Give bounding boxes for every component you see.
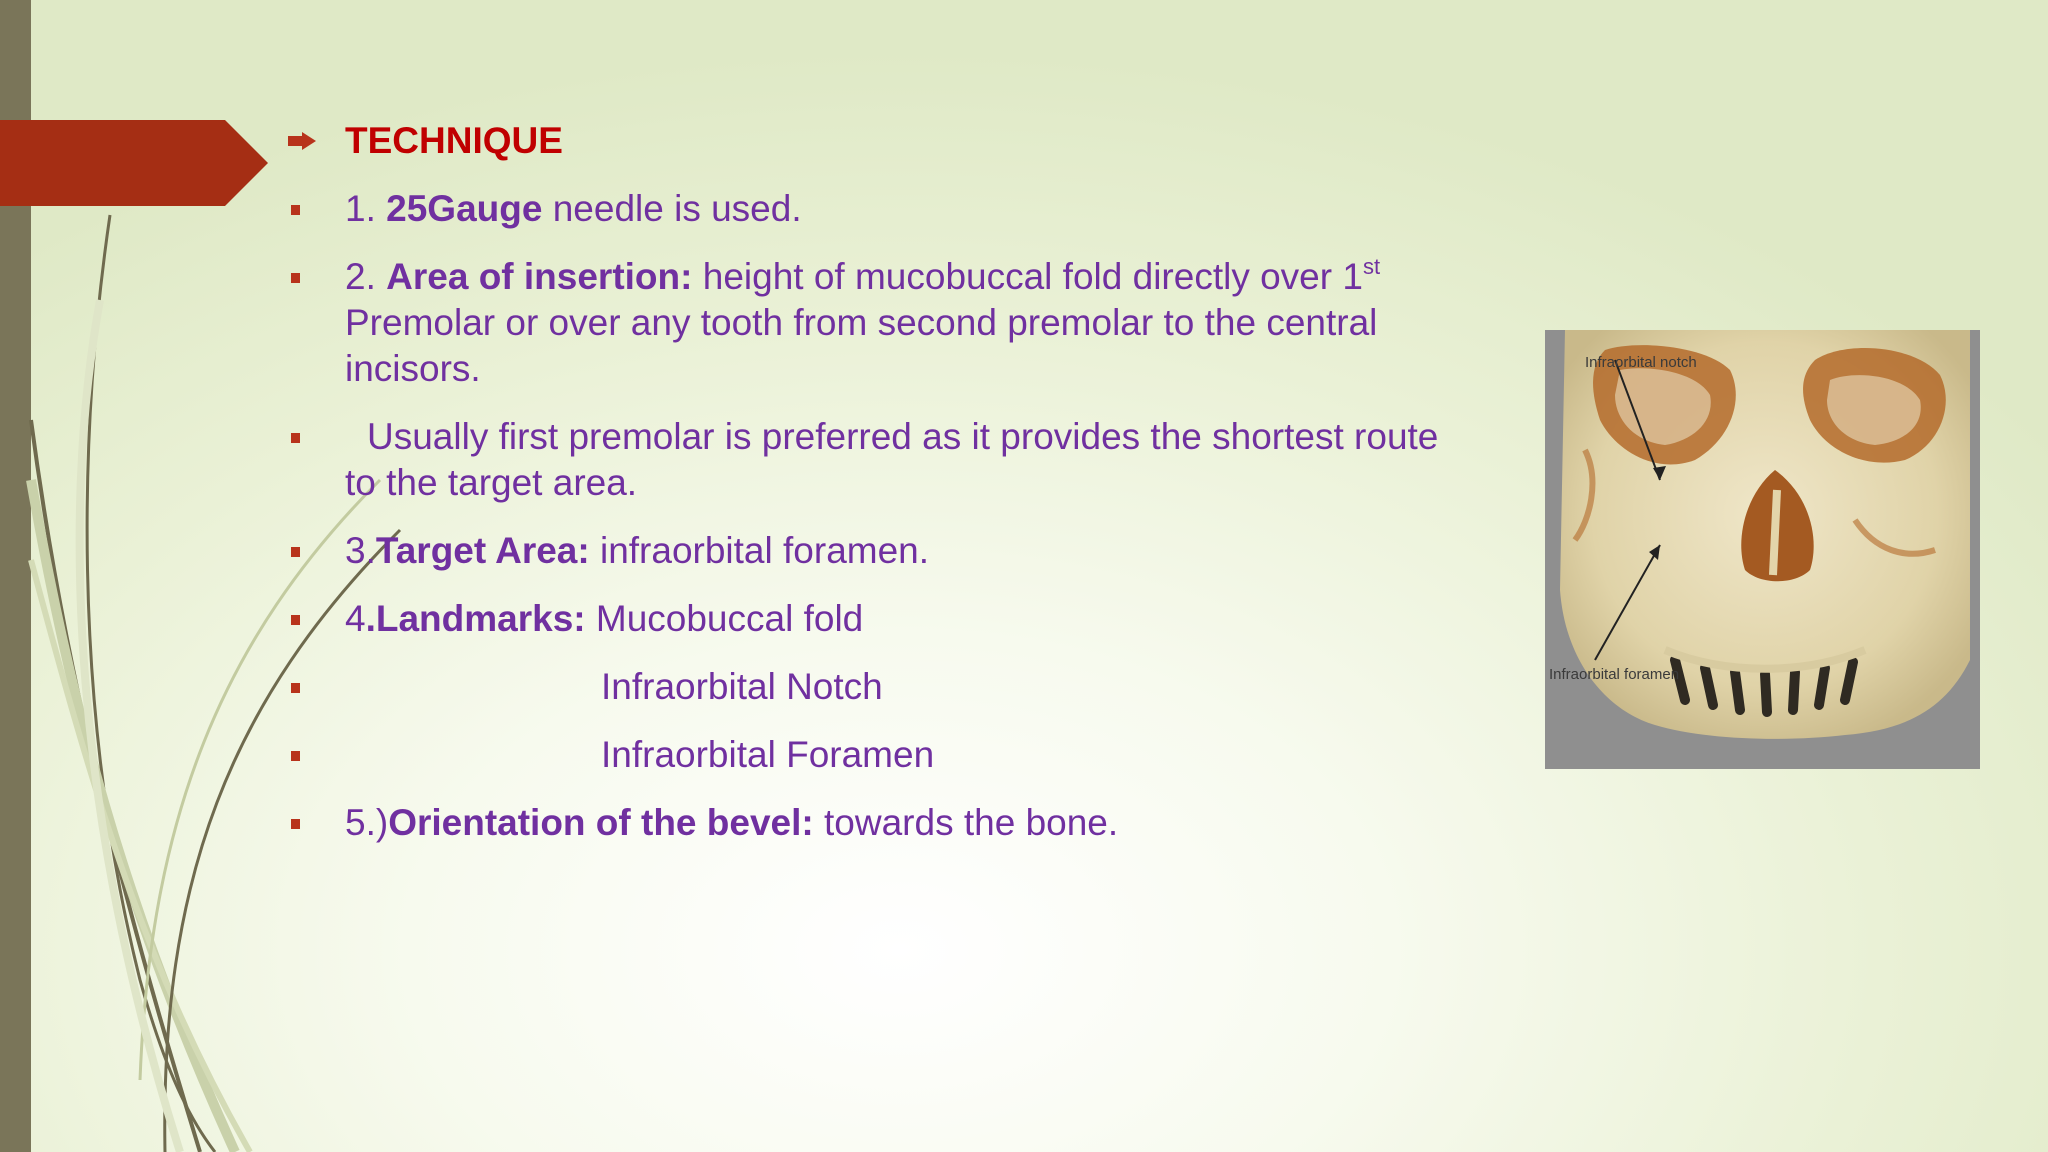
square-bullet-icon (291, 683, 300, 693)
bullet-item: Infraorbital Notch (283, 664, 1483, 710)
square-bullet-icon (291, 547, 300, 557)
bullet-item: Infraorbital Foramen (283, 732, 1483, 778)
square-bullet-icon (291, 751, 300, 761)
arrow-bullet-icon (288, 132, 316, 150)
slide-content (283, 118, 1483, 868)
heading-row (283, 118, 1483, 164)
bullet-item: 3.Target Area: infraorbital foramen. (283, 528, 1483, 574)
square-bullet-icon (291, 819, 300, 829)
skull-illustration (1545, 330, 1980, 769)
bullet-item: Usually first premolar is preferred as it provides the shortest route to the target area. (283, 414, 1483, 506)
square-bullet-icon (291, 205, 300, 215)
bullet-item: 2. Area of insertion: height of mucobuccal fold directly over 1st Premolar or over any tooth from second premolar to the central incisors. (283, 254, 1483, 392)
square-bullet-icon (291, 615, 300, 625)
bullet-item: 1. 25Gauge needle is used. (283, 186, 1483, 232)
bullet-item: 5.)Orientation of the bevel: towards the bone. (283, 800, 1483, 846)
label-infraorbital-foramen: Infraorbital foramen (1549, 666, 1680, 683)
square-bullet-icon (291, 273, 300, 283)
bullet-item: 4.Landmarks: Mucobuccal fold (283, 596, 1483, 642)
square-bullet-icon (291, 433, 300, 443)
title-banner (0, 120, 268, 206)
skull-photo (1545, 330, 1980, 769)
label-infraorbital-notch: Infraorbital notch (1585, 354, 1697, 371)
slide-heading: TECHNIQUE (345, 120, 563, 161)
